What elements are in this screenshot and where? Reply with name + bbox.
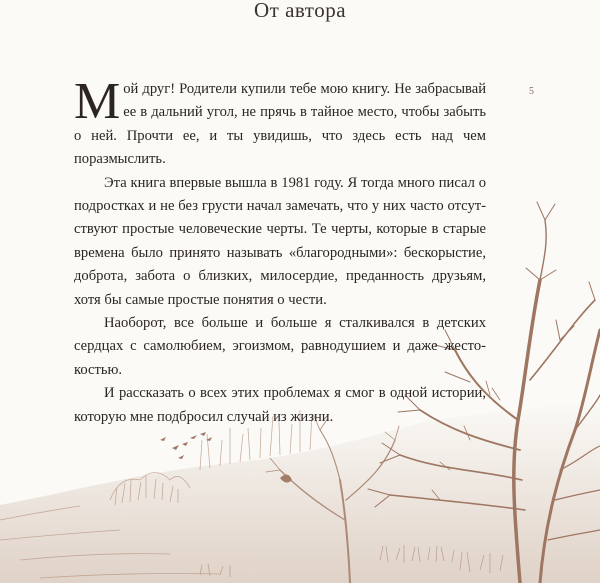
drop-cap: М	[74, 73, 121, 130]
paragraph-2: Эта книга впервые вышла в 1981 году. Я тогда много писал о подростках и не без грусти начал замечать, что у них часто отсутствуют простые человеческие черты. Те черты, которые в старые времена было принято называть «благородными»: бескорыстие, доброта, забота о близких, милосердие, преданность друзьям, хотя бы самые простые понятия о чести.	[74, 174, 486, 308]
preface-text	[74, 73, 486, 429]
page-title: От автора	[253, 0, 347, 22]
paragraph-4: И рассказать о всех этих проблемах я смог в одной истории, которую мне подбросил случай из жизни.	[74, 385, 486, 425]
page-number: 5	[529, 86, 534, 97]
paragraph-3: Наоборот, все больше и больше я сталкивался в детских сердцах с самолюбием, эгоизмом, равнодушием и даже жестокостью.	[74, 315, 486, 378]
paragraph-1: Мой друг! Родители купили тебе мою книгу. Не забрасывай ее в дальний угол, не прячь в тайное место, чтобы забыть о ней. Прочти ее, и ты увидишь, что здесь есть над чем поразмыслить.	[74, 73, 486, 168]
